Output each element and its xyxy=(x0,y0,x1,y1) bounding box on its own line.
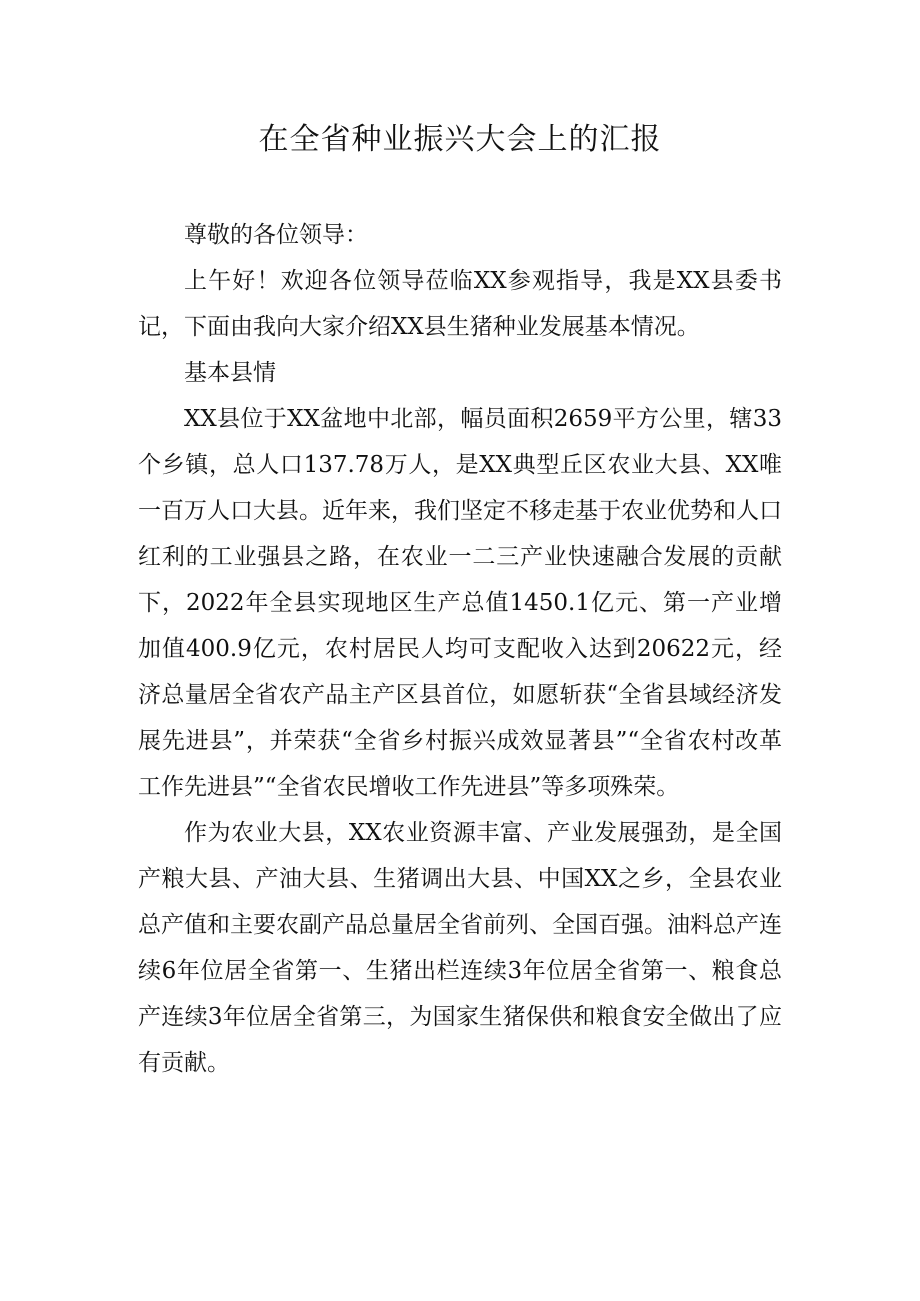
paragraph-agriculture: 作为农业大县，XX农业资源丰富、产业发展强劲，是全国产粮大县、产油大县、生猪调出大县、中国XX之乡，全县农业总产值和主要农副产品总量居全省前列、全国百强。油料总产连续6年位居全省第一、生猪出栏连续3年位居全省第一、粮食总产连续3年位居全省第三，为国家生猪保供和粮食安全做出了应有贡献。 xyxy=(138,820,782,1076)
document-title: 在全省种业振兴大会上的汇报 xyxy=(258,122,662,157)
paragraph-greeting: 上午好！欢迎各位领导莅临XX参观指导，我是XX县委书记，下面由我向大家介绍XX县生猪种业发展基本情况。 xyxy=(138,268,782,340)
section-heading-basic-info: 基本县情 xyxy=(184,360,276,386)
document-body xyxy=(138,212,782,1086)
paragraph-county-overview: XX县位于XX盆地中北部，幅员面积2659平方公里，辖33个乡镇，总人口137.78万人，是XX典型丘区农业大县、XX唯一百万人口大县。近年来，我们坚定不移走基于农业优势和人口红利的工业强县之路，在农业一二三产业快速融合发展的贡献下，2022年全县实现地区生产总值1450.1亿元、第一产业增加值400.9亿元，农村居民人均可支配收入达到20622元，经济总量居全省农产品主产区县首位，如愿斩获“全省县域经济发展先进县”，并荣获“全省乡村振兴成效显著县”“全省农村改革工作先进县”“全省农民增收工作先进县”等多项殊荣。 xyxy=(138,406,782,800)
salutation: 尊敬的各位领导： xyxy=(184,222,368,248)
